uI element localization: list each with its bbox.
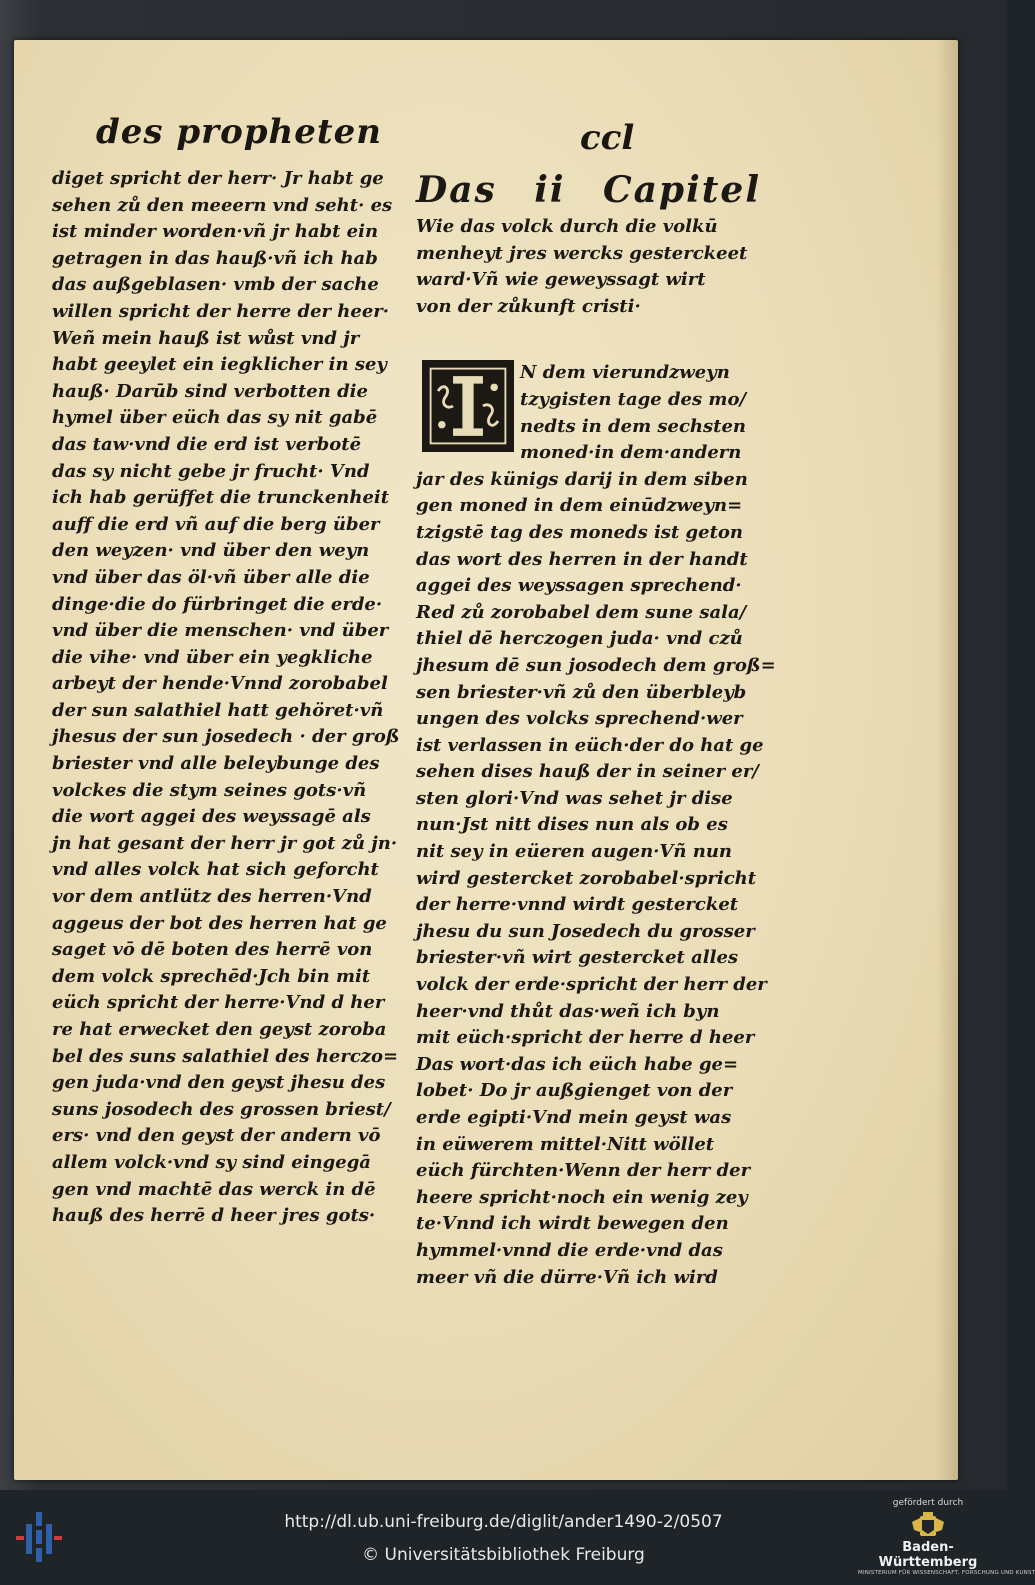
text-line: ward·Vñ wie geweyssagt wirt [416,269,706,291]
text-line: habt geeylet ein iegklicher in sey [52,354,387,376]
text-line: meer vñ die dürre·Vñ ich wird [416,1266,718,1288]
text-line: re hat erwecket den geyst zoroba [52,1019,387,1040]
text-line: heer·vnd thůt das·weñ ich byn [416,1000,720,1022]
copyright-notice: © Universitätsbibliothek Freiburg [362,1545,645,1565]
running-head: des propheten [96,112,382,152]
text-line: ich hab gerüffet die trunckenheit [52,487,390,509]
text-line: moned·in dem·andern [520,442,742,464]
text-line: hymel über eüch das sy nit gabē [52,407,378,429]
text-line: nit sey in eüeren augen·Vñ nun [416,841,733,863]
text-line: das taw·vnd die erd ist verbotē [52,433,362,455]
text-line: der sun salathiel hatt gehöret·vñ [52,699,384,721]
text-line: erde egipti·Vnd mein geyst was [416,1107,732,1128]
sponsor-ministry: MINISTERIUM FÜR WISSENSCHAFT, FORSCHUNG UND KUNST [858,1570,1035,1576]
text-line: getragen in das hauß·vñ ich hab [52,247,378,269]
sponsor-label: gefördert durch [892,1498,964,1508]
text-line: dem volck sprechēd·Jch bin mit [52,965,371,987]
text-line: vnd über das öl·vñ über alle die [52,566,370,588]
text-line: thiel dē herczogen juda· vnd czů [416,628,743,650]
text-line: wird gestercket zorobabel·spricht [416,867,757,889]
text-line: in eüwerem mittel·Nitt wöllet [416,1133,715,1155]
text-line: den weyzen· vnd über den weyn [52,540,370,562]
text-line: diget spricht der herr· Jr habt ge [52,168,384,189]
text-line: die vihe· vnd über ein yegkliche [52,646,373,668]
text-line: Wie das volck durch die volkū [416,216,718,237]
text-line: auff die erd vñ auf die berg über [52,513,380,535]
text-line: briester·vñ wirt gestercket alles [416,947,739,969]
page-edge-shadow [936,40,958,1480]
text-line: tzygisten tage des mo/ [520,388,747,410]
sponsor-name: Baden-Württemberg [878,1540,978,1570]
right-text-column [416,169,776,1291]
text-line: gen juda·vnd den geyst jhesu des [52,1072,386,1094]
text-line: vor dem antlütz des herren·Vnd [52,886,372,908]
text-line: gen moned in dem einūdzweyn= [416,495,743,517]
text-line: hauß· Darūb sind verbotten die [52,380,368,402]
text-line: hauß des herrē d heer jres gots· [52,1205,376,1227]
text-line: willen spricht der herre der heer· [52,300,390,322]
text-line: die wort aggei des weyssagē als [52,806,371,828]
text-line: bel des suns salathiel des herczo= [52,1045,399,1067]
text-line: briester vnd alle beleybunge des [52,753,380,775]
text-line: sehen zů den meeern vnd seht· es [52,194,393,216]
text-line: allem volck·vnd sy sind eingegā [52,1151,371,1173]
left-text-column [52,166,408,1230]
text-line: gen vnd machtē das werck in dē [52,1178,376,1200]
chapter-summary [416,214,766,320]
text-line: aggeus der bot des herren hat ge [52,912,387,934]
chapter-heading [416,170,761,210]
decorated-initial-i-icon [422,360,514,452]
text-line: jn hat gesant der herr jr got zů jn· [52,832,398,854]
text-line: mit eüch·spricht der herre d heer [416,1027,755,1049]
text-line: das wort des herren in der handt [416,548,748,570]
viewer-footer [0,1490,1035,1585]
baden-wuerttemberg-crest-icon [908,1510,948,1540]
text-line: te·Vnnd ich wirdt bewegen den [416,1213,729,1235]
text-line: der herre·vnnd wirdt gestercket [416,894,739,916]
text-line: heere spricht·noch ein wenig zey [416,1186,748,1208]
text-line: das außgeblasen· vmb der sache [52,274,379,296]
text-line: volck der erde·spricht der herr der [416,974,767,996]
text-line: jar des künigs darij in dem siben [416,468,748,490]
text-line: Weñ mein hauß ist wůst vnd jr [52,327,360,349]
text-line: vnd alles volck hat sich geforcht [52,859,379,881]
folio-number: ccl [580,118,635,158]
text-line: menheyt jres wercks gesterckeet [416,242,748,264]
text-line: aggei des weyssagen sprechend· [416,575,742,597]
text-line: nun·Jst nitt dises nun als ob es [416,814,728,836]
chapter-heading-word: Das [416,169,497,211]
chapter-number: ii [534,169,566,211]
text-line: vnd über die menschen· vnd über [52,620,389,642]
text-line: volckes die stym seines gots·vñ [52,779,367,801]
text-line: sen briester·vñ zů den überbleyb [416,681,747,703]
text-line: ungen des volcks sprechend·wer [416,708,743,730]
text-line: ers· vnd den geyst der andern vō [52,1125,381,1147]
text-line: lobet· Do jr außgienget von der [416,1080,733,1102]
text-line: arbeyt der hende·Vnnd zorobabel [52,673,388,695]
text-line: eüch spricht der herre·Vnd d her [52,992,385,1014]
text-line: saget vō dē boten des herrē von [52,939,373,961]
text-line: von der zůkunft cristi· [416,295,641,317]
text-line: ist minder worden·vñ jr habt ein [52,221,379,243]
text-line: sten glori·Vnd was sehet jr dise [416,787,733,809]
text-line: tzigstē tag des moneds ist geton [416,521,743,543]
text-line: nedts in dem sechsten [520,415,747,437]
text-line: jhesus der sun josedech · der groß [52,726,400,748]
text-line: hymmel·vnnd die erde·vnd das [416,1239,723,1261]
text-line: jhesu du sun Josedech du grosser [416,920,755,942]
text-line: Red zů zorobabel dem sune sala/ [416,601,747,623]
permalink-url[interactable]: http://dl.ub.uni-freiburg.de/diglit/ander1490-2/0507 [284,1512,723,1532]
right-column-body [416,467,776,1291]
sponsor-logo [858,1498,1035,1582]
text-line: sehen dises hauß der in seiner er/ [416,761,759,783]
text-line: N dem vierundzweyn [520,362,730,384]
text-line: eüch fürchten·Wenn der herr der [416,1160,751,1182]
initial-paragraph [416,360,766,466]
text-line: jhesum dē sun josodech dem groß= [416,654,776,676]
text-line: Das wort·das ich eüch habe ge= [416,1053,739,1075]
text-line: ist verlassen in eüch·der do hat ge [416,734,764,756]
text-line: dinge·die do fürbringet die erde· [52,593,383,615]
text-line: das sy nicht gebe jr frucht· Vnd [52,460,370,482]
chapter-heading-word: Capitel [602,169,761,211]
text-line: suns josodech des grossen briest/ [52,1098,391,1120]
